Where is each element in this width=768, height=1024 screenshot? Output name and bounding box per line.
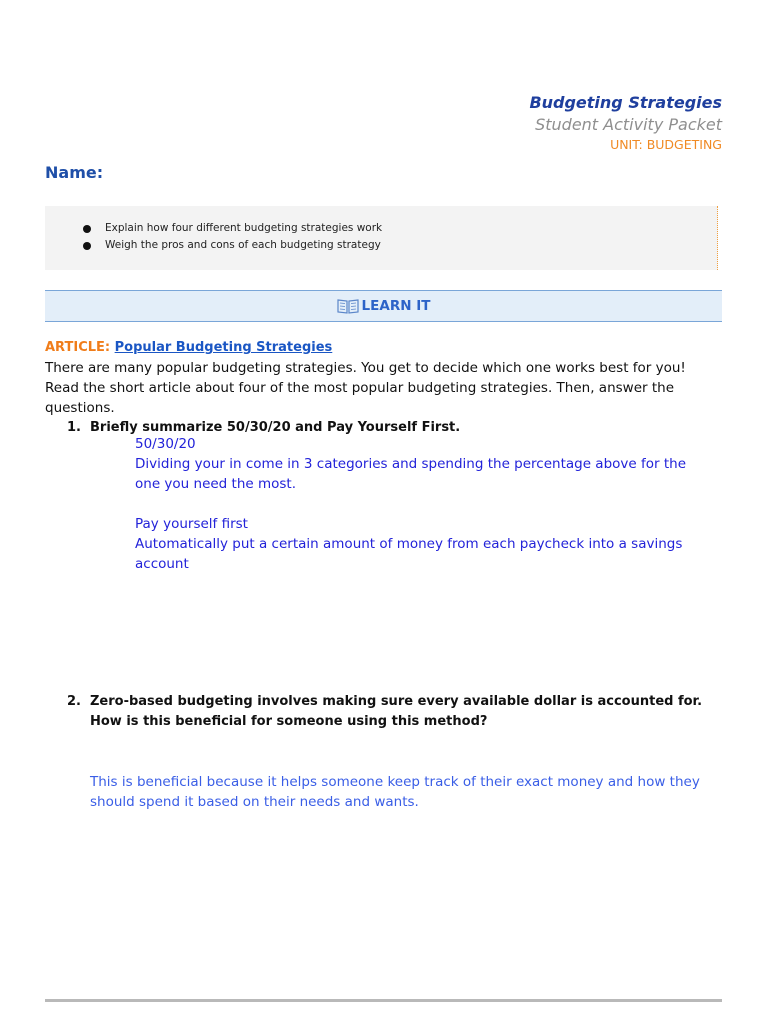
document-header [529,92,722,154]
question-number: 2. [67,694,81,709]
answer-text: Dividing your in come in 3 categories and spending the percentage above for the one you need the most. [135,456,687,492]
answer-heading: Pay yourself first [135,516,248,532]
unit-label: UNIT: BUDGETING [610,137,722,152]
document-title: Budgeting Strategies [529,93,722,112]
article-section [45,338,723,438]
open-book-icon [337,298,359,314]
objective-item: Weigh the pros and cons of each budgeting strategy [83,237,382,254]
article-intro: There are many popular budgeting strategies. You get to decide which one works best for you! Read the short article about four of the most popular budgeting strategies. Then, answer the questions. [45,360,686,416]
name-label: Name: [45,163,104,182]
question-text: Zero-based budgeting involves making sure every available dollar is accounted for. How is this beneficial for someone using this method? [90,694,703,729]
answer-text: Automatically put a certain amount of money from each paycheck into a savings account [135,536,683,572]
learn-it-label: LEARN IT [361,298,431,314]
objective-item: Explain how four different budgeting strategies work [83,220,382,237]
footer-divider [45,999,722,1002]
article-link[interactable]: Popular Budgeting Strategies [114,340,333,355]
document-subtitle: Student Activity Packet [535,115,722,134]
learn-it-banner [45,290,722,322]
answer-2[interactable]: This is beneficial because it helps someone keep track of their exact money and how they should spend it based on their needs and wants. [90,774,700,810]
question-text: Briefly summarize 50/30/20 and Pay Yourself First. [90,420,461,435]
article-prefix: ARTICLE: [45,340,115,355]
question-number: 1. [67,420,81,435]
question-2-container [45,692,723,732]
objectives-box [45,206,718,270]
objectives-list [83,220,382,254]
answer-heading: 50/30/20 [135,436,196,452]
article-heading [45,338,723,358]
answer-1[interactable] [135,434,710,574]
question-2 [45,692,723,732]
